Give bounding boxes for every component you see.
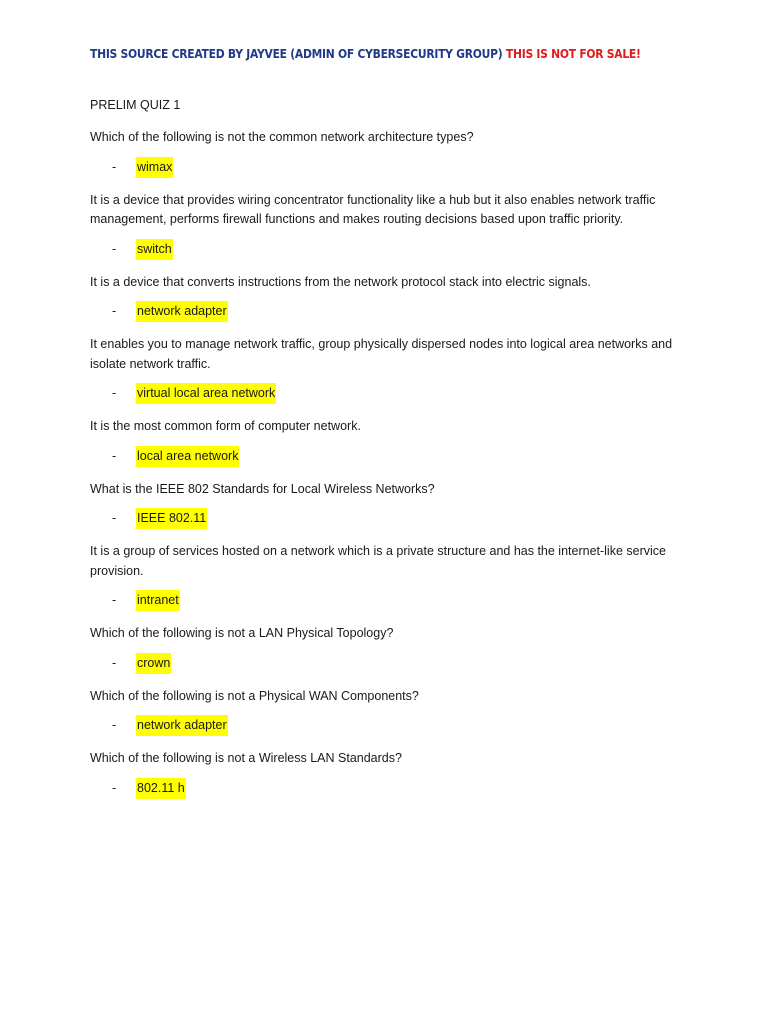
question-text: It is a device that converts instructions from the network protocol stack into electric signals.: [90, 274, 591, 289]
bullet-dash: -: [112, 448, 117, 463]
qa-item: [90, 417, 690, 466]
question-text: Which of the following is not a LAN Physical Topology?: [90, 626, 394, 640]
bullet-dash: -: [112, 386, 117, 400]
question-text: It enables you to manage network traffic, group physically dispersed nodes into logical area networks and isolate network traffic.: [90, 337, 673, 371]
answer-line: [90, 158, 690, 177]
qa-item: [90, 335, 690, 403]
bullet-dash: -: [112, 241, 117, 256]
answer-highlight: wimax: [136, 157, 173, 178]
quiz-title: PRELIM QUIZ 1: [90, 98, 181, 112]
answer-line: [90, 302, 690, 321]
question-text: It is a device that provides wiring concentrator functionality like a hub but it also enables network traffic management, performs firewall functions and makes routing decisions based upon traffic priority.: [90, 192, 656, 226]
answer-line: [90, 654, 690, 673]
answer-line: [90, 779, 690, 798]
qa-item: [90, 191, 690, 259]
source-banner: [90, 44, 641, 64]
qa-item: [90, 273, 690, 322]
answer-highlight: network adapter: [136, 715, 228, 736]
bullet-dash: -: [112, 593, 117, 607]
banner-credit: THIS SOURCE CREATED BY JAYVEE (ADMIN OF CYBERSECURITY GROUP): [90, 46, 503, 61]
answer-highlight: 802.11 h: [136, 778, 186, 799]
question-text: It is the most common form of computer network.: [90, 419, 361, 433]
question-text: Which of the following is not the common network architecture types?: [90, 130, 474, 144]
answer-highlight: IEEE 802.11: [136, 508, 207, 529]
question-text: Which of the following is not a Physical WAN Components?: [90, 688, 419, 703]
answer-line: [90, 447, 690, 466]
answer-highlight: virtual local area network: [136, 383, 276, 404]
answer-line: [90, 240, 690, 259]
bullet-dash: -: [112, 780, 117, 795]
answer-highlight: crown: [136, 653, 171, 674]
qa-item: [90, 687, 690, 736]
bullet-dash: -: [112, 304, 117, 318]
qa-item: [90, 480, 690, 529]
question-text: It is a group of services hosted on a network which is a private structure and has the internet-like service provision.: [90, 544, 666, 578]
qa-item: [90, 749, 690, 798]
document-page: [90, 44, 690, 798]
answer-highlight: network adapter: [136, 301, 228, 322]
question-text: Which of the following is not a Wireless LAN Standards?: [90, 751, 402, 765]
answer-highlight: local area network: [136, 446, 239, 467]
answer-line: [90, 591, 690, 610]
answer-highlight: switch: [136, 239, 173, 260]
qa-item: [90, 624, 690, 673]
bullet-dash: -: [112, 655, 117, 670]
question-text: What is the IEEE 802 Standards for Local Wireless Networks?: [90, 481, 435, 496]
bullet-dash: -: [112, 511, 117, 525]
bullet-dash: -: [112, 159, 117, 174]
banner-notice: THIS IS NOT FOR SALE!: [505, 46, 641, 61]
answer-line: [90, 384, 690, 403]
qa-item: [90, 128, 690, 177]
bullet-dash: -: [112, 718, 117, 732]
answer-line: [90, 716, 690, 735]
answer-highlight: intranet: [136, 590, 180, 611]
answer-line: [90, 509, 690, 528]
qa-item: [90, 542, 690, 610]
